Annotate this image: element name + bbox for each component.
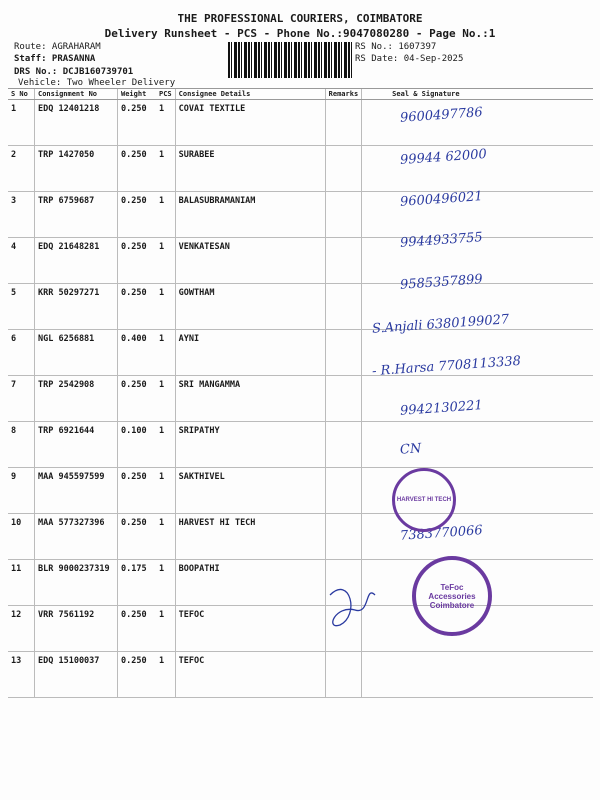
cell-cn: EDQ 15100037	[35, 652, 118, 698]
table-row	[8, 192, 593, 238]
col-consignee: Consignee Details	[175, 89, 325, 100]
cell-pcs: 1	[156, 652, 175, 698]
cell-name: VENKATESAN	[175, 238, 325, 284]
cell-pcs: 1	[156, 514, 175, 560]
cell-remarks	[325, 330, 362, 376]
cell-sno: 11	[8, 560, 35, 606]
tefoc-stamp: TeFoc Accessories Coimbatore	[412, 556, 492, 636]
staff: Staff: PRASANNA	[14, 54, 96, 64]
cell-cn: TRP 2542908	[35, 376, 118, 422]
col-sno: S No	[8, 89, 35, 100]
cell-sno: 6	[8, 330, 35, 376]
cell-name: BALASUBRAMANIAM	[175, 192, 325, 238]
cell-pcs: 1	[156, 146, 175, 192]
col-remarks: Remarks	[325, 89, 362, 100]
handwritten-signature: 99944 62000	[399, 146, 488, 168]
cell-cn: BLR 9000237319	[35, 560, 118, 606]
cell-sno: 2	[8, 146, 35, 192]
cell-remarks	[325, 146, 362, 192]
cell-remarks	[325, 192, 362, 238]
cell-pcs: 1	[156, 100, 175, 146]
cell-pcs: 1	[156, 560, 175, 606]
cell-remarks	[325, 100, 362, 146]
cell-remarks	[325, 284, 362, 330]
cell-pcs: 1	[156, 330, 175, 376]
cell-name: AYNI	[175, 330, 325, 376]
cell-wt: 0.250	[118, 238, 157, 284]
handwritten-signature: 9600497786	[399, 105, 484, 126]
cell-name: HARVEST HI TECH	[175, 514, 325, 560]
table-row	[8, 606, 593, 652]
cell-name: GOWTHAM	[175, 284, 325, 330]
handwritten-signature: 9942130221	[399, 397, 484, 419]
cell-cn: KRR 50297271	[35, 284, 118, 330]
runsheet-subtitle: Delivery Runsheet - PCS - Phone No.:9047080280 - Page No.:1	[104, 27, 496, 40]
cell-cn: MAA 945597599	[35, 468, 118, 514]
cell-name: TEFOC	[175, 652, 325, 698]
cell-sno: 4	[8, 238, 35, 284]
cell-seal	[362, 652, 593, 698]
cell-wt: 0.400	[118, 330, 157, 376]
cell-sno: 8	[8, 422, 35, 468]
table-row	[8, 376, 593, 422]
cell-pcs: 1	[156, 376, 175, 422]
cell-cn: EDQ 12401218	[35, 100, 118, 146]
cell-cn: TRP 1427050	[35, 146, 118, 192]
cell-wt: 0.250	[118, 652, 157, 698]
cell-wt: 0.250	[118, 146, 157, 192]
route: Route: AGRAHARAM	[14, 42, 101, 52]
cell-sno: 5	[8, 284, 35, 330]
cell-cn: TRP 6921644	[35, 422, 118, 468]
cell-sno: 10	[8, 514, 35, 560]
cell-name: SAKTHIVEL	[175, 468, 325, 514]
col-pcs: PCS	[156, 89, 175, 100]
cell-remarks	[325, 238, 362, 284]
cell-pcs: 1	[156, 284, 175, 330]
barcode	[228, 42, 352, 78]
cell-cn: MAA 577327396	[35, 514, 118, 560]
cell-pcs: 1	[156, 606, 175, 652]
cell-sno: 3	[8, 192, 35, 238]
table-row	[8, 560, 593, 606]
cell-wt: 0.250	[118, 192, 157, 238]
cell-cn: NGL 6256881	[35, 330, 118, 376]
cell-wt: 0.250	[118, 514, 157, 560]
cell-pcs: 1	[156, 192, 175, 238]
handwritten-signature: 9600496021	[399, 188, 484, 210]
cell-cn: VRR 7561192	[35, 606, 118, 652]
handwritten-signature: 9944933755	[399, 230, 484, 252]
cell-wt: 0.175	[118, 560, 157, 606]
table-row	[8, 238, 593, 284]
cell-sno: 12	[8, 606, 35, 652]
cell-name: BOOPATHI	[175, 560, 325, 606]
cell-seal	[362, 422, 593, 468]
cell-sno: 13	[8, 652, 35, 698]
table-row	[8, 468, 593, 514]
cell-name: SURABEE	[175, 146, 325, 192]
vehicle: Vehicle: Two Wheeler Delivery	[18, 78, 176, 88]
company-title: THE PROFESSIONAL COURIERS, COIMBATORE	[177, 12, 423, 25]
cell-pcs: 1	[156, 468, 175, 514]
handwritten-signature: - R.Harsa 7708113338	[371, 353, 522, 379]
cell-pcs: 1	[156, 238, 175, 284]
harvest-stamp: HARVEST HI TECH	[392, 468, 456, 532]
cell-wt: 0.250	[118, 606, 157, 652]
table-row	[8, 652, 593, 698]
cell-name: COVAI TEXTILE	[175, 100, 325, 146]
rs-date: RS Date: 04-Sep-2025	[355, 54, 464, 64]
cell-remarks	[325, 652, 362, 698]
cell-cn: TRP 6759687	[35, 192, 118, 238]
cell-sno: 7	[8, 376, 35, 422]
drs-number: DRS No.: DCJB160739701	[14, 67, 134, 77]
cell-pcs: 1	[156, 422, 175, 468]
cell-wt: 0.250	[118, 468, 157, 514]
cell-wt: 0.250	[118, 100, 157, 146]
table-row	[8, 514, 593, 560]
col-consignment: Consignment No	[35, 89, 118, 100]
table-row	[8, 146, 593, 192]
cell-name: SRIPATHY	[175, 422, 325, 468]
table-row	[8, 422, 593, 468]
cell-remarks	[325, 376, 362, 422]
cell-wt: 0.250	[118, 284, 157, 330]
cell-wt: 0.100	[118, 422, 157, 468]
handwritten-signature: 7383770066	[399, 523, 484, 544]
rs-number: RS No.: 1607397	[355, 42, 437, 52]
signature-scribble	[320, 575, 380, 635]
handwritten-signature: S.Anjali 6380199027	[371, 312, 510, 337]
cell-remarks	[325, 468, 362, 514]
cell-remarks	[325, 514, 362, 560]
handwritten-signature: CN	[399, 441, 422, 459]
cell-remarks	[325, 422, 362, 468]
col-seal-signature: Seal & Signature	[362, 89, 593, 100]
runsheet-table	[8, 88, 593, 698]
cell-sno: 9	[8, 468, 35, 514]
cell-wt: 0.250	[118, 376, 157, 422]
table-row	[8, 100, 593, 146]
cell-name: TEFOC	[175, 606, 325, 652]
col-weight: Weight	[118, 89, 157, 100]
handwritten-signature: 9585357899	[399, 272, 484, 294]
cell-sno: 1	[8, 100, 35, 146]
cell-cn: EDQ 21648281	[35, 238, 118, 284]
cell-name: SRI MANGAMMA	[175, 376, 325, 422]
